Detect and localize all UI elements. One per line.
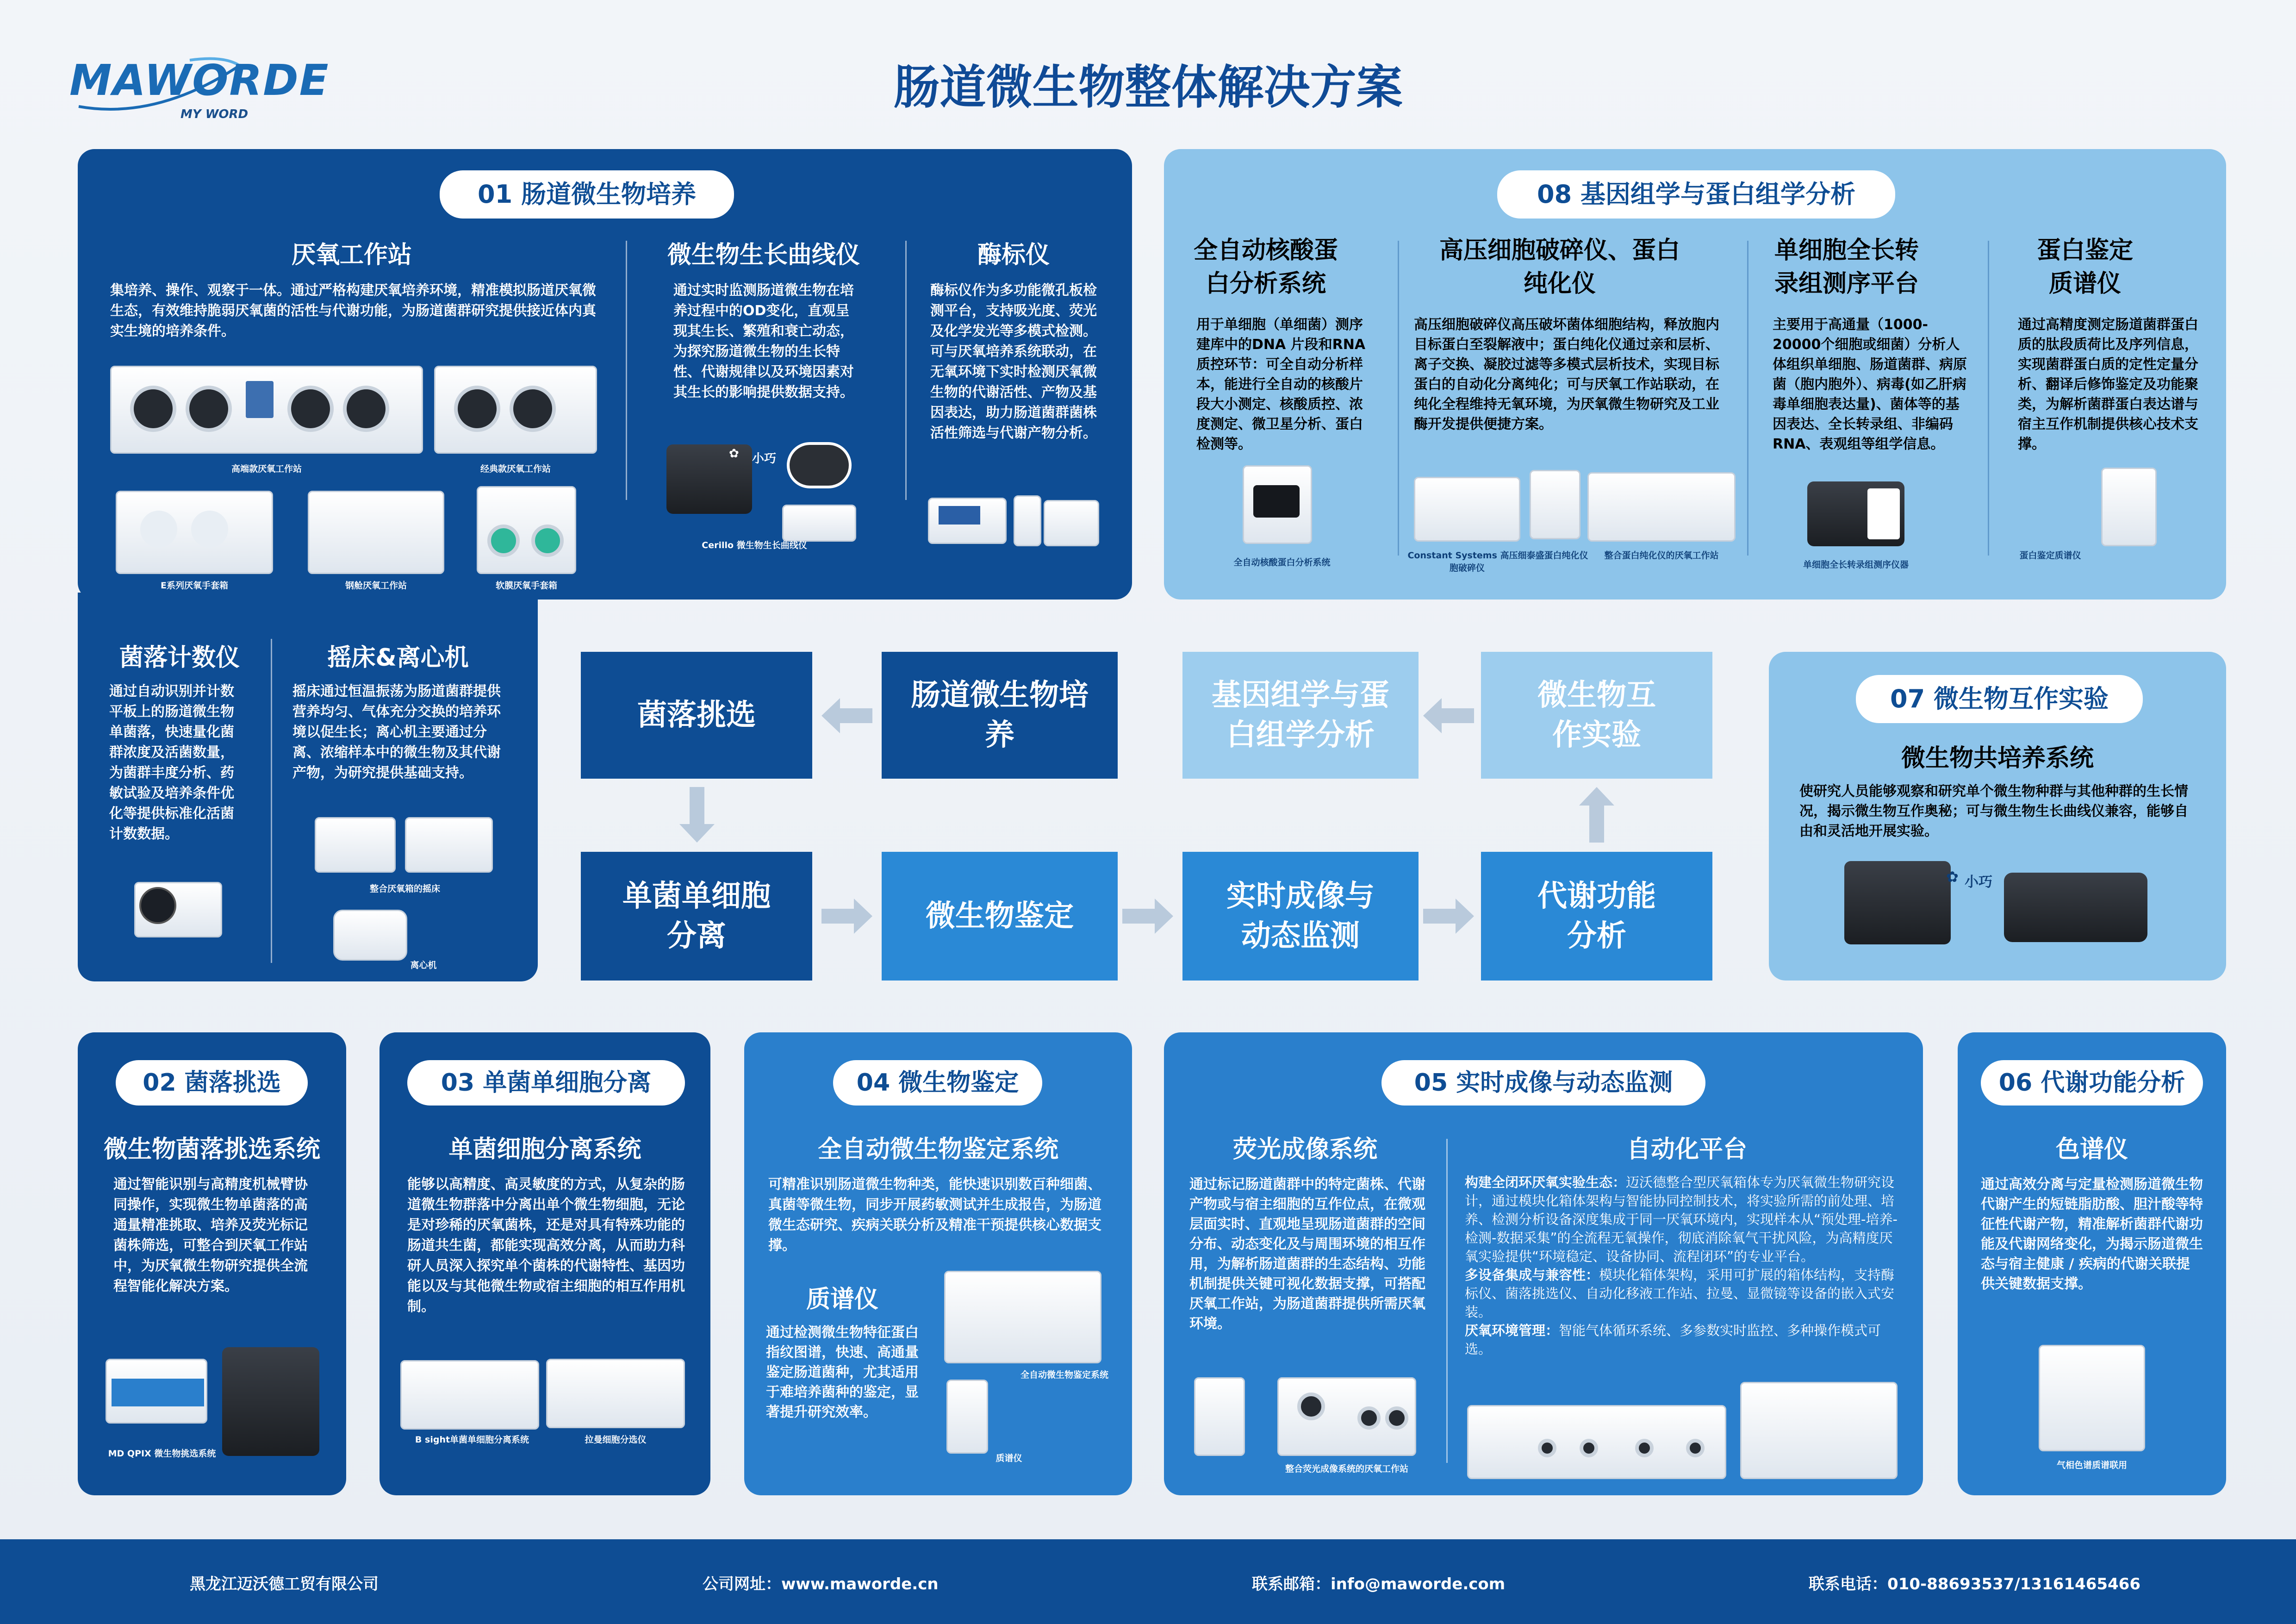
arrow-up-icon [1579, 787, 1614, 843]
shaker-centrifuge-desc: 摇床通过恒温振荡为肠道菌群提供营养均匀、气体充分交换的培养环境以促生长；离心机主要通过分离、浓缩样本中的微生物及其代谢产物，为研究提供基础支持。 [292, 683, 501, 781]
automation-item [1465, 1266, 1904, 1321]
steel-anaerobic-station-image [308, 491, 444, 574]
flow-box-isolation[interactable]: 单菌单细胞分离 [581, 852, 812, 981]
chromatograph-title: 色谱仪 [2055, 1136, 2128, 1163]
raman-sorter-image [546, 1359, 685, 1428]
plate-reader-mini-image [787, 442, 852, 488]
cap-raman: 拉曼细胞分选仪 [585, 1435, 647, 1445]
protein-ms-title: 蛋白鉴定质谱仪 [2036, 237, 2133, 298]
coculture-logo-icon: ✿ [1946, 868, 1959, 886]
arrow-left-icon [821, 698, 872, 733]
colony-pick-desc: 通过智能识别与高精度机械臂协同操作，实现微生物单菌落的高通量精准挑取、培养及荧光标记菌株筛选，可整合到厌氧工作站中，为厌氧微生物研究提供全流程智能化解决方案。 [113, 1176, 308, 1294]
high-end-anaerobic-station-image [110, 366, 423, 454]
tag-metabolic: 06 代谢功能分析 [1981, 1060, 2203, 1106]
cap-fluorescence-station: 整合荧光成像系统的厌氧工作站 [1285, 1464, 1408, 1474]
colony-picker-image-1 [106, 1359, 207, 1424]
auto-identify-title: 全自动微生物鉴定系统 [817, 1136, 1058, 1163]
colony-counter-title: 菌落计数仪 [119, 644, 240, 672]
cap-purifier-station: 整合蛋白纯化仪的厌氧工作站 [1604, 550, 1719, 561]
colony-pick-title: 微生物菌落挑选系统 [103, 1136, 320, 1163]
automation-item-key: 厌氧环境管理： [1465, 1323, 1559, 1338]
ms-image [946, 1380, 988, 1454]
divider [1988, 241, 1989, 556]
divider [271, 639, 272, 963]
cap-steel-station: 钢舱厌氧工作站 [345, 581, 407, 591]
cap-shaker: 整合厌氧箱的摇床 [369, 884, 440, 894]
single-cell-sequencer-image [1807, 481, 1904, 546]
arrow-left-icon [1423, 698, 1474, 733]
colony-counter-image [134, 882, 222, 937]
automation-item [1465, 1321, 1904, 1358]
tag-isolation: 03 单菌单细胞分离 [407, 1060, 685, 1106]
arrow-right-icon [821, 899, 872, 934]
page-title: 肠道微生物整体解决方案 [893, 60, 1403, 114]
cap-high-end-station: 高端款厌氧工作站 [231, 464, 302, 474]
plate-reader-desc: 酶标仪作为多功能微孔板检测平台，支持吸光度、荧光及化学发光等多模式检测。可与厌氧培养系统联动，在无氧环境下实时检测厌氧微生物的代谢活性、产物及基因表达，助力肠道菌群菌株活性筛选与代谢产物分析。 [930, 282, 1097, 441]
anaerobic-station-desc: 集培养、操作、观察于一体。通过严格构建厌氧培养环境，精准模拟肠道厌氧微生态，有效维持脆弱厌氧菌的活性与代谢功能，为肠道菌群研究提供接近体内真实生境的培养条件。 [110, 282, 596, 339]
fluorescence-desc: 通过标记肠道菌群中的特定菌株、代谢产物或与宿主细胞的互作位点，在微观层面实时、直观地呈现肠道菌群的空间分布、动态变化及与周围环境的相互作用，为解析肠道菌群的生态结构、功能机制提供关键可视化数据支撑，可搭配厌氧工作站，为肠道菌群提供所需厌氧环境。 [1189, 1176, 1425, 1332]
bsight-isolation-image [400, 1360, 539, 1430]
nucleic-analyzer-desc: 用于单细胞（单细菌）测序建库中的DNA 片段和RNA 质控环节：可全自动分析样本，能进行全自动的核酸片段大小测定、核酸质控、浓度测定、微卫星分析、蛋白检测等。 [1196, 317, 1366, 452]
isolation-title: 单菌细胞分离系统 [448, 1136, 641, 1163]
footer-email[interactable]: 联系邮箱：info@maworde.com [1252, 1575, 1506, 1593]
cap-bsight: B sight单菌单细胞分离系统 [415, 1435, 529, 1445]
classic-anaerobic-station-image [434, 366, 597, 454]
growth-curve-unit-image [782, 505, 856, 542]
fluorescence-title: 荧光成像系统 [1232, 1136, 1377, 1163]
tag-omics: 08 基因组学与蛋白组学分析 [1497, 170, 1895, 219]
divider [1446, 1139, 1448, 1463]
cap-cell-disruptor: Constant Systems 高压细胞破碎仪 [1407, 550, 1527, 573]
ms-desc: 通过检测微生物特征蛋白指纹图谱，快速、高通量鉴定肠道菌种，尤其适用于难培养菌种的鉴定，显著提升研究效率。 [766, 1324, 919, 1420]
ms-title: 质谱仪 [806, 1286, 878, 1313]
footer-company: 黑龙江迈沃德工贸有限公司 [190, 1575, 379, 1593]
coculture-logo-text: 小巧 [1965, 874, 1992, 890]
brand-logo[interactable]: MAWORDE [69, 56, 330, 105]
flow-box-imaging[interactable]: 实时成像与动态监测 [1182, 852, 1419, 981]
cap-soft-film: 软膜厌氧手套箱 [495, 581, 557, 591]
flow-box-omics[interactable]: 基因组学与蛋白组学分析 [1182, 652, 1419, 779]
cap-nucleic-analyzer: 全自动核酸蛋白分析系统 [1233, 557, 1331, 568]
automation-item-value: 智能气体循环系统、多参数实时监控、多种操作模式可选。 [1465, 1323, 1881, 1357]
automation-item [1465, 1173, 1904, 1266]
flow-box-interaction[interactable]: 微生物互作实验 [1481, 652, 1712, 779]
isolation-desc: 能够以高精度、高灵敏度的方式，从复杂的肠道微生物群落中分离出单个微生物细胞，无论是对珍稀的厌氧菌株，还是对具有特殊功能的肠道共生菌，都能实现高效分离，从而助力科研人员深入探究单个菌株的代谢特性、基因功能以及与其他微生物或宿主细胞的相互作用机制。 [407, 1176, 685, 1315]
arrow-down-icon [679, 787, 715, 843]
cap-auto-identify: 全自动微生物鉴定系统 [1020, 1370, 1108, 1380]
flow-box-metabolic[interactable]: 代谢功能分析 [1481, 852, 1712, 981]
footer-website[interactable]: 公司网址：www.maworde.cn [703, 1575, 939, 1593]
coculture-device-image [1844, 861, 1951, 944]
automation-item-value: 模块化箱体架构，采用可扩展的箱体结构，支持酶标仪、菌落挑选仪、自动化移液工作站、拉曼、显微镜等设备的嵌入式安装。 [1465, 1267, 1895, 1320]
tag-colony-pick: 02 菌落挑选 [116, 1060, 308, 1106]
protein-ms-desc: 通过高精度测定肠道菌群蛋白质的肽段质荷比及序列信息，实现菌群蛋白质的定性定量分析、翻译后修饰鉴定及功能聚类，为解析菌群蛋白表达谱与宿主互作机制提供核心技术支撑。 [2018, 317, 2198, 452]
automation-platform-image-2 [1740, 1382, 1898, 1479]
automation-item-key: 构建全闭环厌氧实验生态： [1465, 1174, 1626, 1190]
cell-disruptor-desc: 高压细胞破碎仪高压破坏菌体细胞结构，释放胞内目标蛋白至裂解液中；蛋白纯化仪通过亲和层析、离子交换、凝胶过滤等多模式层析技术，实现目标蛋白的自动化分离纯化；可与厌氧工作站联动，在纯化全程维持无氧环境，为厌氧微生物研究及工业酶开发提供便捷方案。 [1414, 317, 1719, 432]
cap-ms: 质谱仪 [996, 1453, 1022, 1463]
divider [1398, 241, 1399, 556]
cerillo-logo-text: 小巧 [752, 452, 777, 466]
protein-purifier-image [1530, 470, 1580, 539]
cell-disruptor-title: 高压细胞破碎仪、蛋白纯化仪 [1439, 237, 1680, 298]
flow-box-colony-pick[interactable]: 菌落挑选 [581, 652, 812, 779]
cap-single-cell-seq: 单细胞全长转录组测序仪器 [1803, 560, 1909, 570]
divider [1747, 241, 1748, 556]
automation-item-value: 迈沃德整合型厌氧箱体专为厌氧微生物研究设计，通过模块化箱体架构与智能协同控制技术，将实验所需的前处理、培养、检测分析设备深度集成于同一厌氧环境内，实现样本从“预处理-培养-检测-数据采集”的全流程无氧操作，彻底消除氧气干扰风险，为高精度厌氧实验提供“环境稳定、设备协同、流程闭环”的专业平台。 [1465, 1174, 1898, 1264]
brand-tagline: MY WORD [180, 107, 249, 121]
cap-colony-picker: MD QPIX 微生物挑选系统 [108, 1449, 216, 1459]
cap-centrifuge: 离心机 [410, 960, 437, 970]
e-series-glovebox-image [116, 491, 273, 574]
cerillo-logo-icon: ✿ [729, 447, 739, 461]
divider [905, 241, 907, 500]
microscope-image [1194, 1377, 1245, 1456]
automation-items [1465, 1173, 1904, 1358]
growth-curve-desc: 通过实时监测肠道微生物在培养过程中的OD变化，直观呈现其生长、繁殖和衰亡动态，为探究肠道微生物的生长特性、代谢规律以及环境因素对其生长的影响提供数据支持。 [673, 282, 854, 400]
automation-item-key: 多设备集成与兼容性： [1465, 1267, 1599, 1283]
single-cell-seq-title: 单细胞全长转录组测序平台 [1774, 237, 1919, 298]
coculture-title: 微生物共培养系统 [1901, 744, 2094, 772]
divider [626, 241, 627, 500]
chromatograph-desc: 通过高效分离与定量检测肠道微生物代谢产生的短链脂肪酸、胆汁酸等特征性代谢产物，精准解析菌群代谢功能及代谢网络变化，为揭示肠道微生态与宿主健康 / 疾病的代谢关联提供关键数据支撑。 [1981, 1176, 2203, 1292]
automation-platform-image-1 [1467, 1405, 1726, 1479]
nucleic-analyzer-image [1243, 465, 1312, 544]
cap-growth-curve: Cerillo 微生物生长曲线仪 [702, 540, 807, 550]
footer-phone[interactable]: 联系电话：010-88693537/13161465466 [1809, 1575, 2140, 1593]
nucleic-analyzer-title: 全自动核酸蛋白分析系统 [1193, 237, 1338, 298]
arrow-right-icon [1122, 899, 1173, 934]
fluorescence-station-image [1277, 1377, 1416, 1456]
shaker-image-1 [315, 817, 396, 873]
tag-culture: 01 肠道微生物培养 [440, 170, 734, 219]
flow-box-identify[interactable]: 微生物鉴定 [882, 852, 1118, 981]
tag-identify: 04 微生物鉴定 [833, 1060, 1042, 1106]
purifier-station-image [1587, 472, 1736, 542]
shaker-image-2 [405, 817, 493, 873]
plate-reader-title: 酶标仪 [977, 241, 1050, 269]
cap-protein-ms: 蛋白鉴定质谱仪 [2019, 550, 2081, 561]
single-cell-seq-desc: 主要用于高通量（1000-20000个细胞或细菌）分析人体组织单细胞、肠道菌群、病原菌（胞内胞外）、病毒(如乙肝病毒单细胞表达量)、菌体等的基因表达、全长转录组、非编码RNA、表观组等组学信息。 [1773, 317, 1967, 452]
tag-imaging: 05 实时成像与动态监测 [1381, 1060, 1705, 1106]
arrow-right-icon [1423, 899, 1474, 934]
growth-curve-device-image [666, 444, 752, 514]
coculture-plate-image [2004, 873, 2147, 942]
cap-e-series: E系列厌氧手套箱 [161, 581, 228, 591]
plate-reader-image-1 [928, 498, 1007, 544]
coculture-desc: 使研究人员能够观察和研究单个微生物种群与其他种群的生长情况，揭示微生物互作奥秘；可与微生物生长曲线仪兼容，能够自由和灵活地开展实验。 [1799, 783, 2188, 839]
anaerobic-station-title: 厌氧工作站 [291, 241, 412, 269]
shaker-centrifuge-title: 摇床&离心机 [327, 644, 469, 672]
plate-reader-image-3 [1044, 500, 1099, 546]
protein-ms-image [2101, 468, 2157, 546]
cap-gc-ms: 气相色谱质谱联用 [2056, 1460, 2127, 1470]
auto-identify-desc: 可精准识别肠道微生物种类，能快速识别数百种细菌、真菌等微生物，同步开展药敏测试并生成报告，为肠道微生态研究、疾病关联分析及精准干预提供核心数据支撑。 [768, 1176, 1101, 1254]
soft-film-glovebox-image [477, 486, 576, 574]
cap-classic-station: 经典款厌氧工作站 [480, 464, 551, 474]
automation-title: 自动化平台 [1626, 1136, 1747, 1163]
growth-curve-title: 微生物生长曲线仪 [667, 241, 860, 269]
gc-ms-image [2039, 1345, 2145, 1451]
cap-protein-purifier: 泰盛蛋白纯化仪 [1526, 550, 1588, 561]
cell-disruptor-image [1414, 477, 1520, 542]
auto-identify-image [944, 1271, 1101, 1363]
colony-picker-image-2 [222, 1347, 319, 1456]
centrifuge-image [333, 910, 407, 961]
flow-box-culture[interactable]: 肠道微生物培养 [882, 652, 1118, 779]
plate-reader-image-2 [1014, 495, 1041, 546]
colony-counter-desc: 通过自动识别并计数平板上的肠道微生物单菌落，快速量化菌群浓度及活菌数量，为菌群丰度分析、药敏试验及培养条件优化等提供标准化活菌计数数据。 [109, 683, 234, 842]
tag-interaction: 07 微生物互作实验 [1856, 675, 2143, 723]
